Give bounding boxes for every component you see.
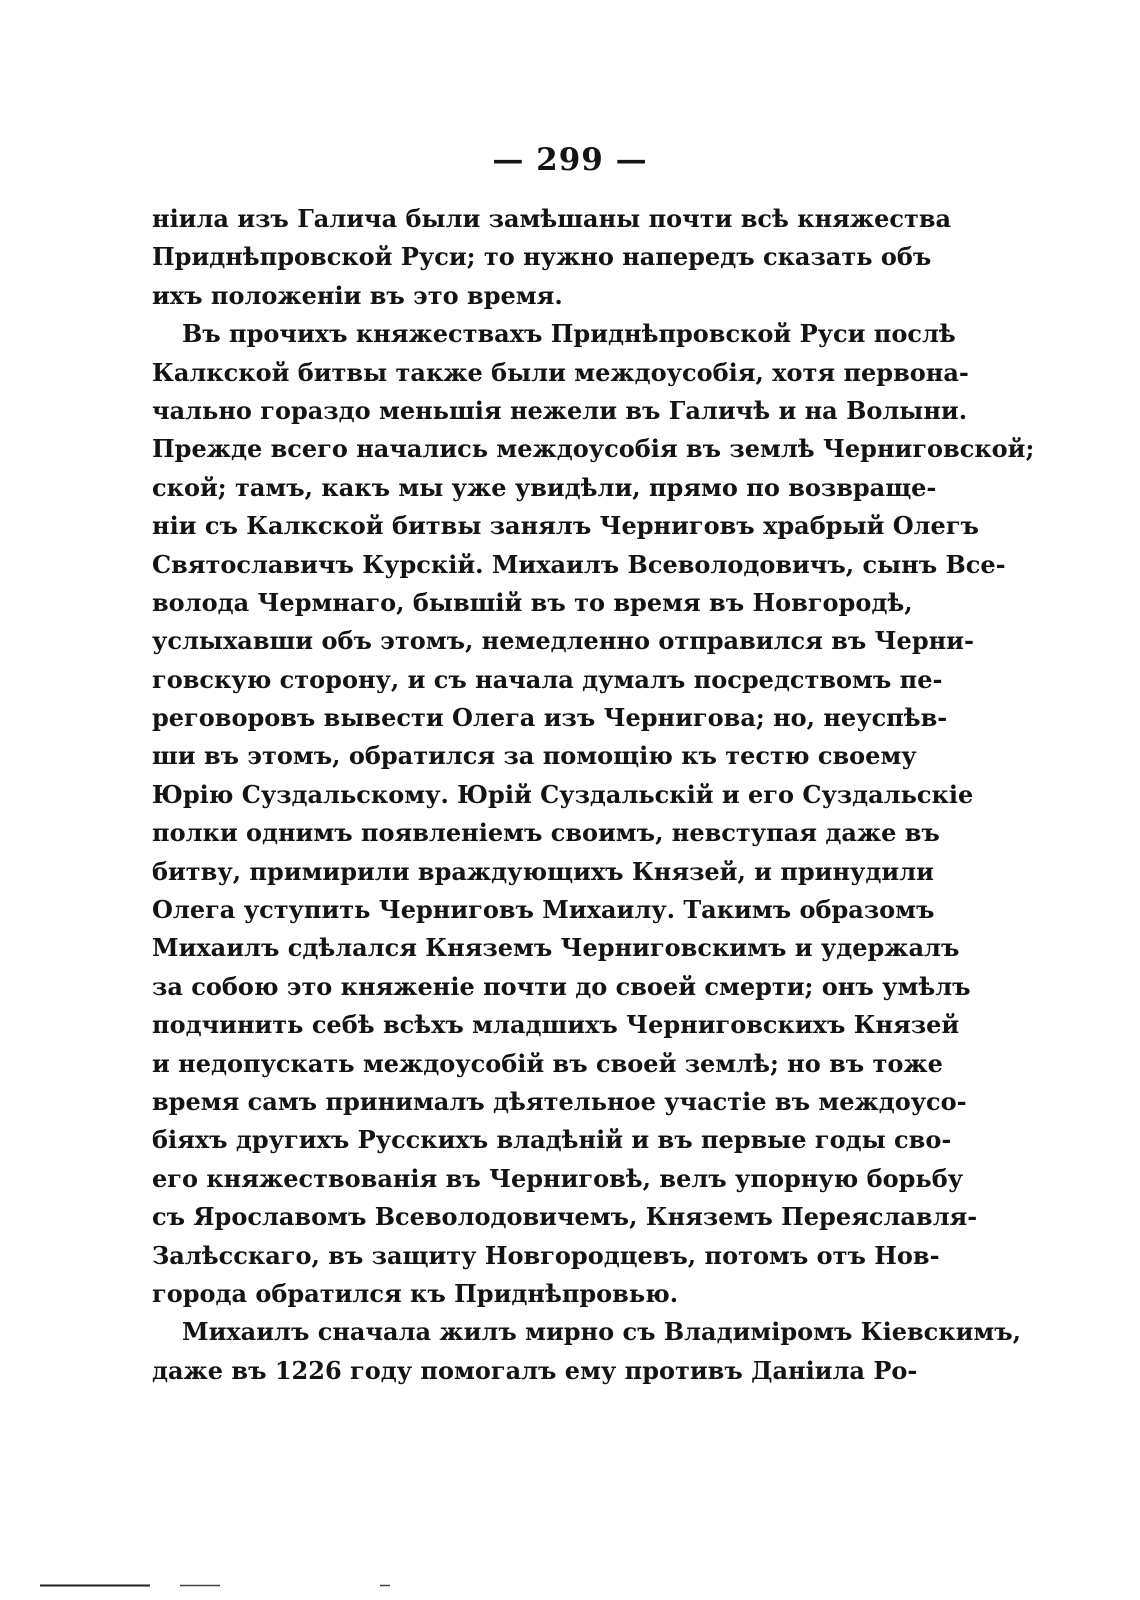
text-line: Приднѣпровской Руси; то нужно напередъ сказать объ (152, 242, 932, 272)
text-line: услыхавши объ этомъ, немедленно отправился въ Черни- (152, 626, 974, 656)
text-line: города обратился къ Приднѣпровью. (152, 1278, 679, 1308)
text-line: его княжествованiя въ Черниговѣ, велъ упорную борьбу (152, 1163, 964, 1193)
text-line: ши въ этомъ, обратился за помощiю къ тестю своему (152, 741, 917, 771)
text-line: подчинить себѣ всѣхъ младшихъ Черниговскихъ Князей (152, 1010, 960, 1040)
text-line: волода Чермнаго, бывшiй въ то время въ Новгородѣ, (152, 587, 913, 617)
text-line: и недопускать междоусобiй въ своей землѣ; но въ тоже (152, 1048, 943, 1078)
text-line: время самъ принималъ дѣятельное участiе въ междоусо- (152, 1086, 967, 1116)
text-line: полки однимъ появленiемъ своимъ, невступая даже въ (152, 818, 940, 848)
text-line: ихъ положенiи въ это время. (152, 280, 563, 310)
text-line: даже въ 1226 году помогалъ ему противъ Данiила Ро- (152, 1355, 918, 1385)
text-line: съ Ярославомъ Всеволодовичемъ, Княземъ Переяславля- (152, 1202, 978, 1232)
text-line: Въ прочихъ княжествахъ Приднѣпровской Руси послѣ (182, 319, 956, 349)
text-line: чально гораздо меньшiя нежели въ Галичѣ и на Волыни. (152, 395, 968, 425)
text-line: реговоровъ вывести Олега изъ Чернигова; но, неуспѣв- (152, 703, 948, 733)
text-line: битву, примирили враждующихъ Князей, и принудили (152, 856, 934, 886)
text-line: говскую сторону, и съ начала думалъ посредствомъ пе- (152, 664, 943, 694)
text-line: Юрiю Суздальскому. Юрiй Суздальскiй и его Суздальскiе (152, 779, 974, 809)
text-line: Олега уступить Черниговъ Михаилу. Такимъ образомъ (152, 895, 935, 925)
text-line: бiяхъ другихъ Русскихъ владѣнiй и въ первые годы сво- (152, 1125, 952, 1155)
text-line: Михаилъ сначала жилъ мирно съ Владимiромъ Кiевскимъ, (182, 1317, 1022, 1347)
text-line: ской; тамъ, какъ мы уже увидѣли, прямо по возвраще- (152, 472, 937, 502)
scan-edge-bottom (40, 1584, 460, 1587)
text-line: Залѣсскаго, въ защиту Новгородцевъ, потомъ отъ Нов- (152, 1240, 940, 1270)
text-line: за собою это княженiе почти до своей смерти; онъ умѣлъ (152, 971, 971, 1001)
scan-edge-top (0, 0, 1140, 4)
text-line: нiила изъ Галича были замѣшаны почти всѣ княжества (152, 204, 952, 233)
text-line: Прежде всего начались междоусобiя въ землѣ Черниговской; (152, 434, 1035, 464)
text-line: нiи съ Калкской битвы занялъ Черниговъ храбрый Олегъ (152, 511, 979, 541)
page-number: — 299 — (492, 142, 648, 178)
text-line: Калкской битвы также были междоусобiя, хотя первона- (152, 357, 969, 387)
body-text (152, 200, 1035, 1390)
text-line: Святославичъ Курскiй. Михаилъ Всеволодовичъ, сынъ Все- (152, 549, 1006, 579)
text-line: Михаилъ сдѣлался Княземъ Черниговскимъ и удержалъ (152, 933, 960, 963)
